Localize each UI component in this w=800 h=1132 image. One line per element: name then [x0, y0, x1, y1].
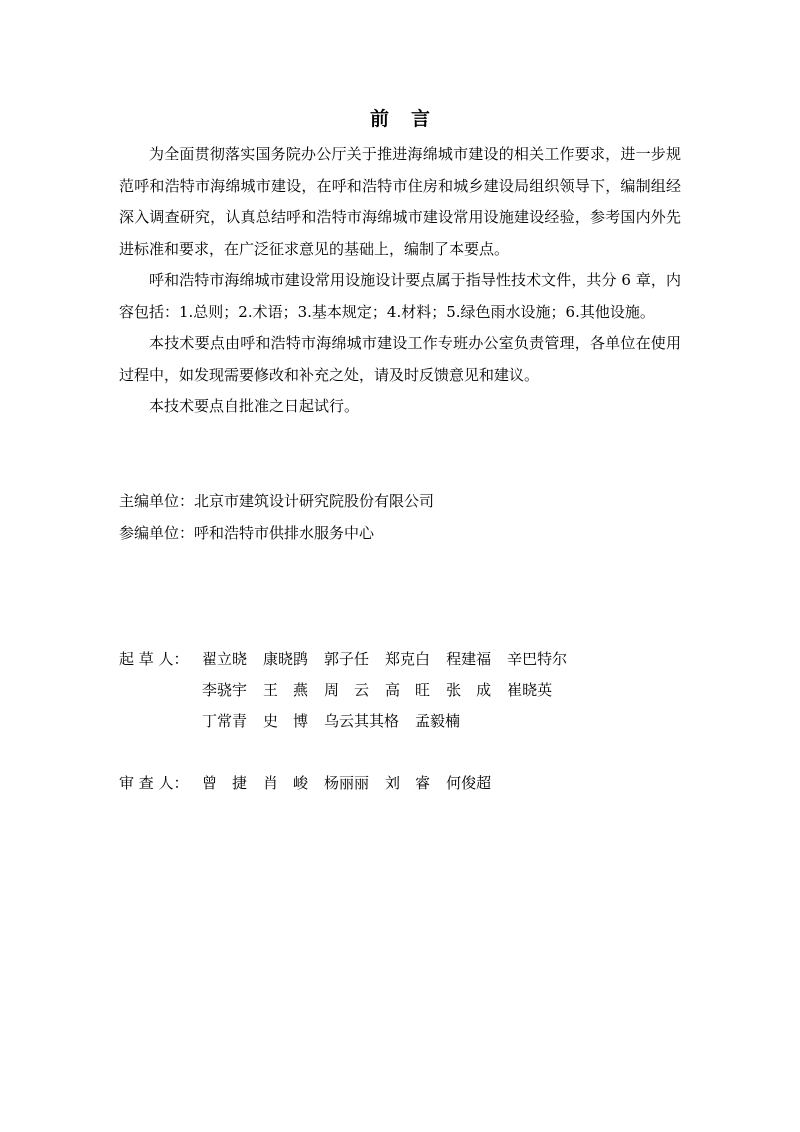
person-name: 张 成 [446, 681, 492, 699]
person-name: 肖 峻 [263, 774, 309, 792]
chief-editor-unit: 主编单位：北京市建筑设计研究院股份有限公司 [119, 492, 435, 510]
paragraph-intro: 为全面贯彻落实国务院办公厅关于推进海绵城市建设的相关工作要求，进一步规范呼和浩特市海绵城市建设，在呼和浩特市住房和城乡建设局组织领导下，编制组经深入调查研究，认真总结呼和浩特市海绵城市建设常用设施建设经验，参考国内外先进标准和要求，在广泛征求意见的基础上，编制了本要点。 [119, 145, 681, 258]
person-name: 丁常青 [202, 712, 248, 730]
person-name: 翟立晓 [202, 650, 248, 668]
person-name: 孟毅楠 [415, 712, 461, 730]
reviewers-names [202, 768, 622, 799]
drafters-label: 起 草 人： [119, 650, 189, 668]
person-name: 曾 捷 [202, 774, 248, 792]
drafters-row [202, 675, 622, 706]
drafters-row [202, 644, 622, 675]
editing-units [119, 485, 434, 549]
preface-body [119, 139, 681, 423]
drafters-row [202, 706, 622, 737]
person-name: 高 旺 [385, 681, 431, 699]
person-name: 周 云 [324, 681, 370, 699]
person-name: 刘 睿 [385, 774, 431, 792]
drafters-names [202, 644, 622, 737]
person-name: 杨丽丽 [324, 774, 370, 792]
person-name: 辛巴特尔 [507, 650, 568, 668]
paragraph-contents: 呼和浩特市海绵城市建设常用设施设计要点属于指导性技术文件，共分 6 章，内容包括：1.总则；2.术语；3.基本规定；4.材料；5.绿色雨水设施；6.其他设施。 [119, 271, 681, 321]
person-name: 史 博 [263, 712, 309, 730]
person-name: 郭子任 [324, 650, 370, 668]
person-name: 王 燕 [263, 681, 309, 699]
person-name: 乌云其其格 [324, 712, 400, 730]
paragraph-management: 本技术要点由呼和浩特市海绵城市建设工作专班办公室负责管理，各单位在使用过程中，如发现需要修改和补充之处，请及时反馈意见和建议。 [119, 334, 681, 384]
person-name: 郑克白 [385, 650, 431, 668]
person-name: 程建福 [446, 650, 492, 668]
person-name: 何俊超 [446, 774, 492, 792]
co-editor-unit: 参编单位：呼和浩特市供排水服务中心 [119, 524, 375, 542]
reviewers-row [202, 768, 622, 799]
person-name: 李骁宇 [202, 681, 248, 699]
person-name: 康晓鹍 [263, 650, 309, 668]
page-title: 前言 [369, 108, 452, 130]
reviewers-label: 审 查 人： [119, 774, 189, 792]
person-name: 崔晓英 [507, 681, 553, 699]
paragraph-trial: 本技术要点自批准之日起试行。 [149, 397, 360, 415]
